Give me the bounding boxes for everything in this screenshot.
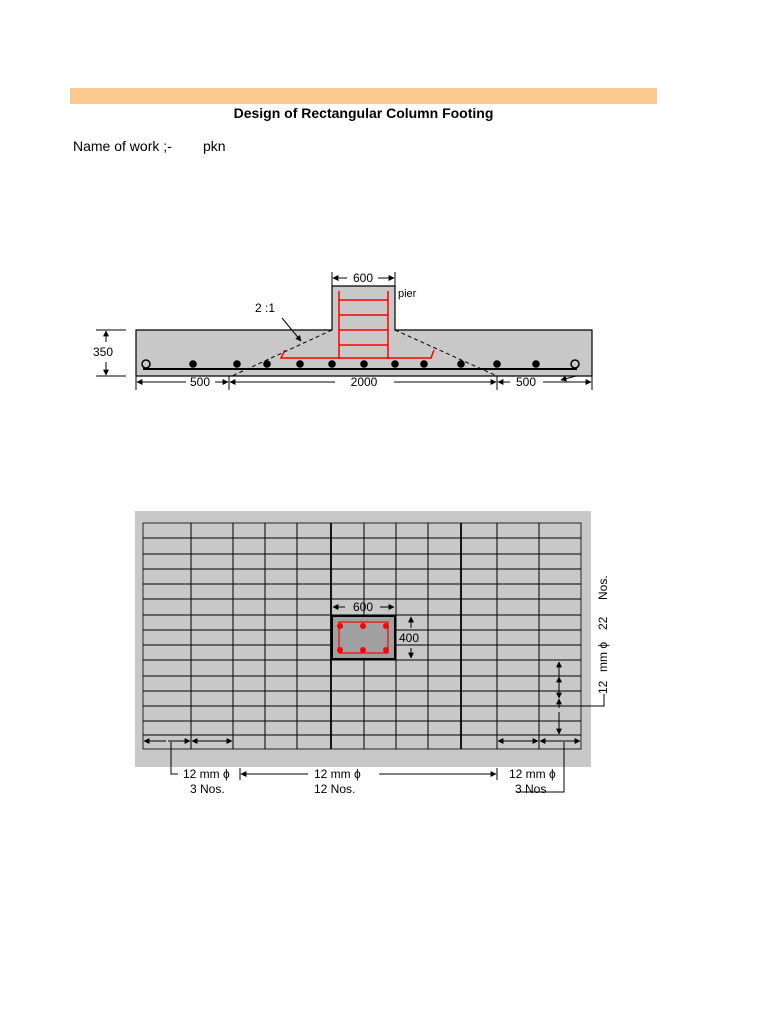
slope-label: 2 :1 xyxy=(255,301,276,315)
side-bar-count: 22 xyxy=(596,616,610,630)
column-bar-dot xyxy=(360,623,366,629)
name-of-work-label: Name of work ;- xyxy=(73,138,172,154)
side-bar-dia: 12 xyxy=(596,680,610,694)
page-title: Design of Rectangular Column Footing xyxy=(233,105,494,121)
bar-dot xyxy=(189,360,197,368)
side-bar-unit: mm ϕ xyxy=(596,641,610,672)
column-bar-dot xyxy=(337,647,343,653)
depth-label: 350 xyxy=(92,345,114,359)
footing-section xyxy=(93,271,592,390)
bar-dot xyxy=(233,360,241,368)
name-of-work-value: pkn xyxy=(203,138,226,154)
side-bar-callout xyxy=(596,575,610,694)
bar-dot xyxy=(493,360,501,368)
bottom-right-nos: 3 Nos xyxy=(515,782,547,796)
footing-plan xyxy=(135,511,610,796)
bar-dot xyxy=(457,360,465,368)
column-depth-label: 400 xyxy=(398,631,420,645)
left-offset-label: 500 xyxy=(189,375,211,389)
bottom-mid-nos: 12 Nos. xyxy=(314,782,356,796)
middle-span-label: 2000 xyxy=(350,375,378,389)
pier-label: pier xyxy=(398,288,417,300)
bottom-left-nos: 3 Nos. xyxy=(190,782,225,796)
right-offset-label: 500 xyxy=(515,375,537,389)
bar-dot xyxy=(391,360,399,368)
bar-dot xyxy=(360,360,368,368)
column-bar-dot xyxy=(337,623,343,629)
bottom-mid-dia: 12 mm ϕ xyxy=(314,767,361,781)
bar-dot xyxy=(263,360,271,368)
bar-dot xyxy=(532,360,540,368)
pier-width-label: 600 xyxy=(352,271,374,285)
side-bar-nos: Nos. xyxy=(596,575,610,600)
bottom-left-dia: 12 mm ϕ xyxy=(183,767,230,781)
column-bar-dot xyxy=(383,647,389,653)
column-bar-dot xyxy=(383,623,389,629)
bar-dot xyxy=(420,360,428,368)
bar-dot xyxy=(328,360,336,368)
column-width-label: 600 xyxy=(352,600,374,614)
bottom-right-dia: 12 mm ϕ xyxy=(509,767,556,781)
column-bar-dot xyxy=(360,647,366,653)
bar-dot xyxy=(296,360,304,368)
